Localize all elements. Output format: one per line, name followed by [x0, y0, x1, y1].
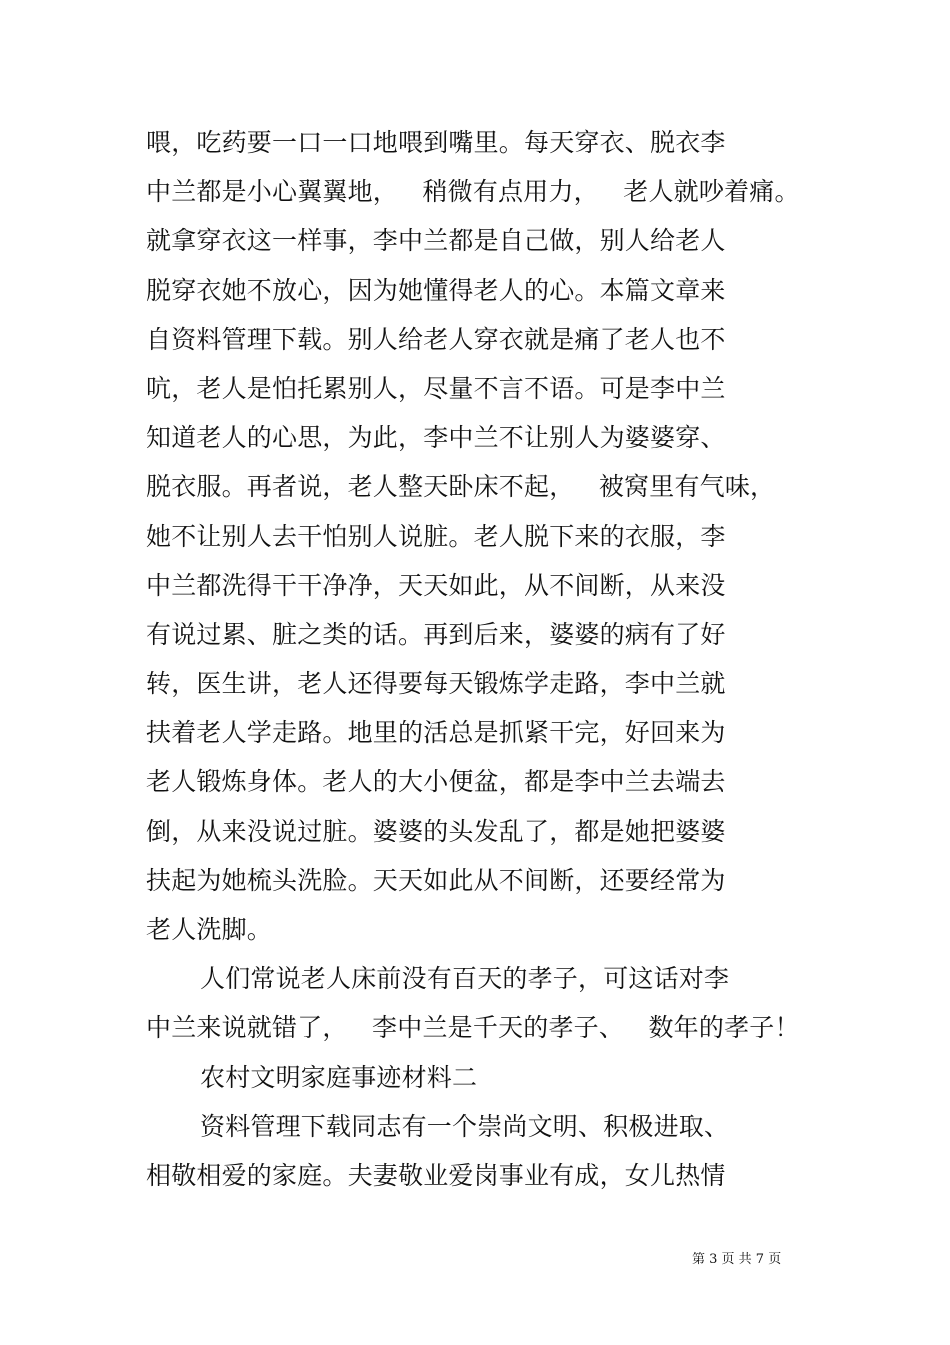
text-line: 倒，从来没说过脏。婆婆的头发乱了，都是她把婆婆	[146, 816, 726, 846]
text-line: 扶起为她梳头洗脸。天天如此从不间断，还要经常为	[146, 865, 726, 895]
text-line: 中兰来说就错了， 李中兰是千天的孝子、 数年的孝子！	[146, 1013, 800, 1043]
page-number-footer: 第 3 页 共 7 页	[692, 1252, 782, 1267]
text-line: 脱穿衣她不放心，因为她懂得老人的心。本篇文章来	[146, 275, 726, 305]
text-line: 喂，吃药要一口一口地喂到嘴里。每天穿衣、脱衣李	[146, 128, 726, 157]
body-text	[146, 118, 816, 1200]
text-line: 转，医生讲，老人还得要每天锻炼学走路，李中兰就	[146, 669, 726, 699]
text-line: 有说过累、脏之类的话。再到后来，婆婆的病有了好	[146, 619, 726, 649]
text-line: 就拿穿衣这一样事，李中兰都是自己做，别人给老人	[146, 226, 726, 256]
text-line: 中兰都洗得干干净净，天天如此，从不间断，从来没	[146, 570, 726, 600]
text-line: 扶着老人学走路。地里的活总是抓紧干完，好回来为	[146, 718, 726, 748]
text-line: 人们常说老人床前没有百天的孝子，可这话对李	[200, 964, 730, 994]
text-line: 她不让别人去干怕别人说脏。老人脱下来的衣服，李	[146, 521, 726, 551]
text-line: 相敬相爱的家庭。夫妻敬业爱岗事业有成，女儿热情	[146, 1160, 726, 1190]
text-line: 老人锻炼身体。老人的大小便盆，都是李中兰去端去	[146, 767, 726, 797]
text-line: 资料管理下载同志有一个崇尚文明、积极进取、	[200, 1111, 730, 1141]
text-line: 自资料管理下载。别人给老人穿衣就是痛了老人也不	[146, 324, 726, 354]
text-line: 脱衣服。再者说，老人整天卧床不起， 被窝里有气味，	[146, 472, 776, 502]
text-line: 老人洗脚。	[146, 915, 273, 944]
text-line: 吭，老人是怕托累别人，尽量不言不语。可是李中兰	[146, 373, 726, 403]
text-line: 中兰都是小心翼翼地， 稍微有点用力， 老人就吵着痛。	[146, 177, 800, 207]
text-line: 农村文明家庭事迹材料二	[200, 1062, 478, 1092]
text-line: 知道老人的心思，为此，李中兰不让别人为婆婆穿、	[146, 423, 726, 453]
